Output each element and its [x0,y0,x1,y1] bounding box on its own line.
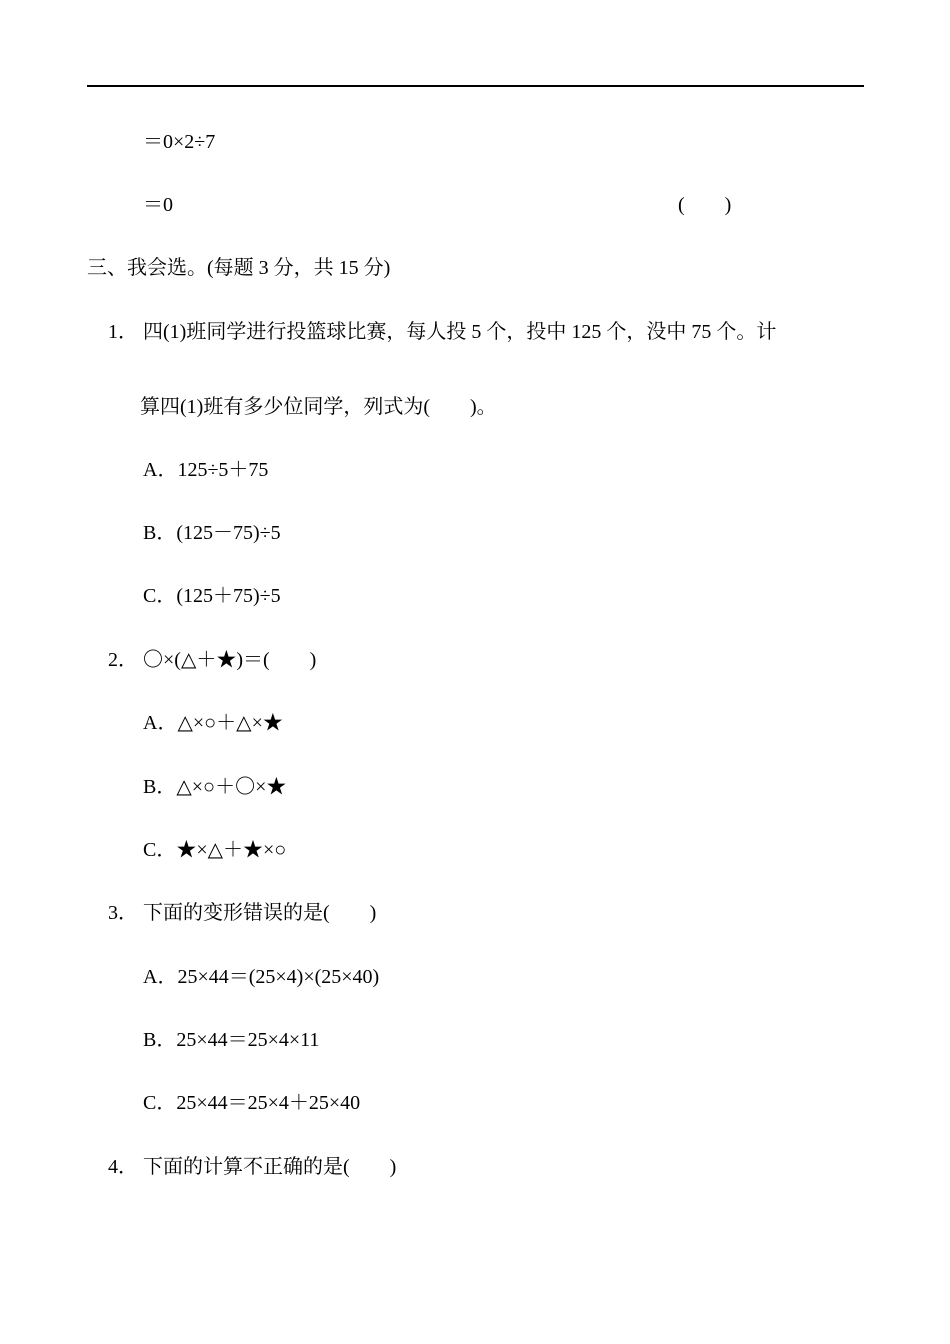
option-c: C．(125＋75)÷5 [143,585,281,607]
question-number: 2． [108,649,138,671]
option-b: B．△×○＋〇×★ [143,776,287,798]
option-c: C．★×△＋★×○ [143,839,287,861]
option-c: C．25×44＝25×4＋25×40 [143,1092,361,1114]
header-rule [87,85,864,87]
question-stem: 四(1)班同学进行投篮球比赛，每人投 5 个，投中 125 个，没中 75 个。计 [143,321,777,343]
option-b: B．25×44＝25×4×11 [143,1029,320,1051]
question-stem: 下面的计算不正确的是( ) [143,1156,397,1178]
option-a: A．125÷5＋75 [143,459,269,481]
question-number: 4． [108,1156,138,1178]
question-number: 3． [108,902,138,924]
option-a: A．25×44＝(25×4)×(25×40) [143,966,380,988]
answer-blank: ( ) [678,194,732,216]
question-stem: 〇×(△＋★)＝( ) [143,649,317,671]
calc-line: ＝0×2÷7 [143,131,216,153]
question-stem: 算四(1)班有多少位同学，列式为( )。 [140,396,497,418]
question-stem: 下面的变形错误的是( ) [143,902,377,924]
calc-line: ＝0 [143,194,173,216]
question-number: 1． [108,321,138,343]
option-b: B．(125－75)÷5 [143,522,281,544]
option-a: A．△×○＋△×★ [143,712,283,734]
section-title: 三、我会选。(每题 3 分，共 15 分) [87,257,391,279]
